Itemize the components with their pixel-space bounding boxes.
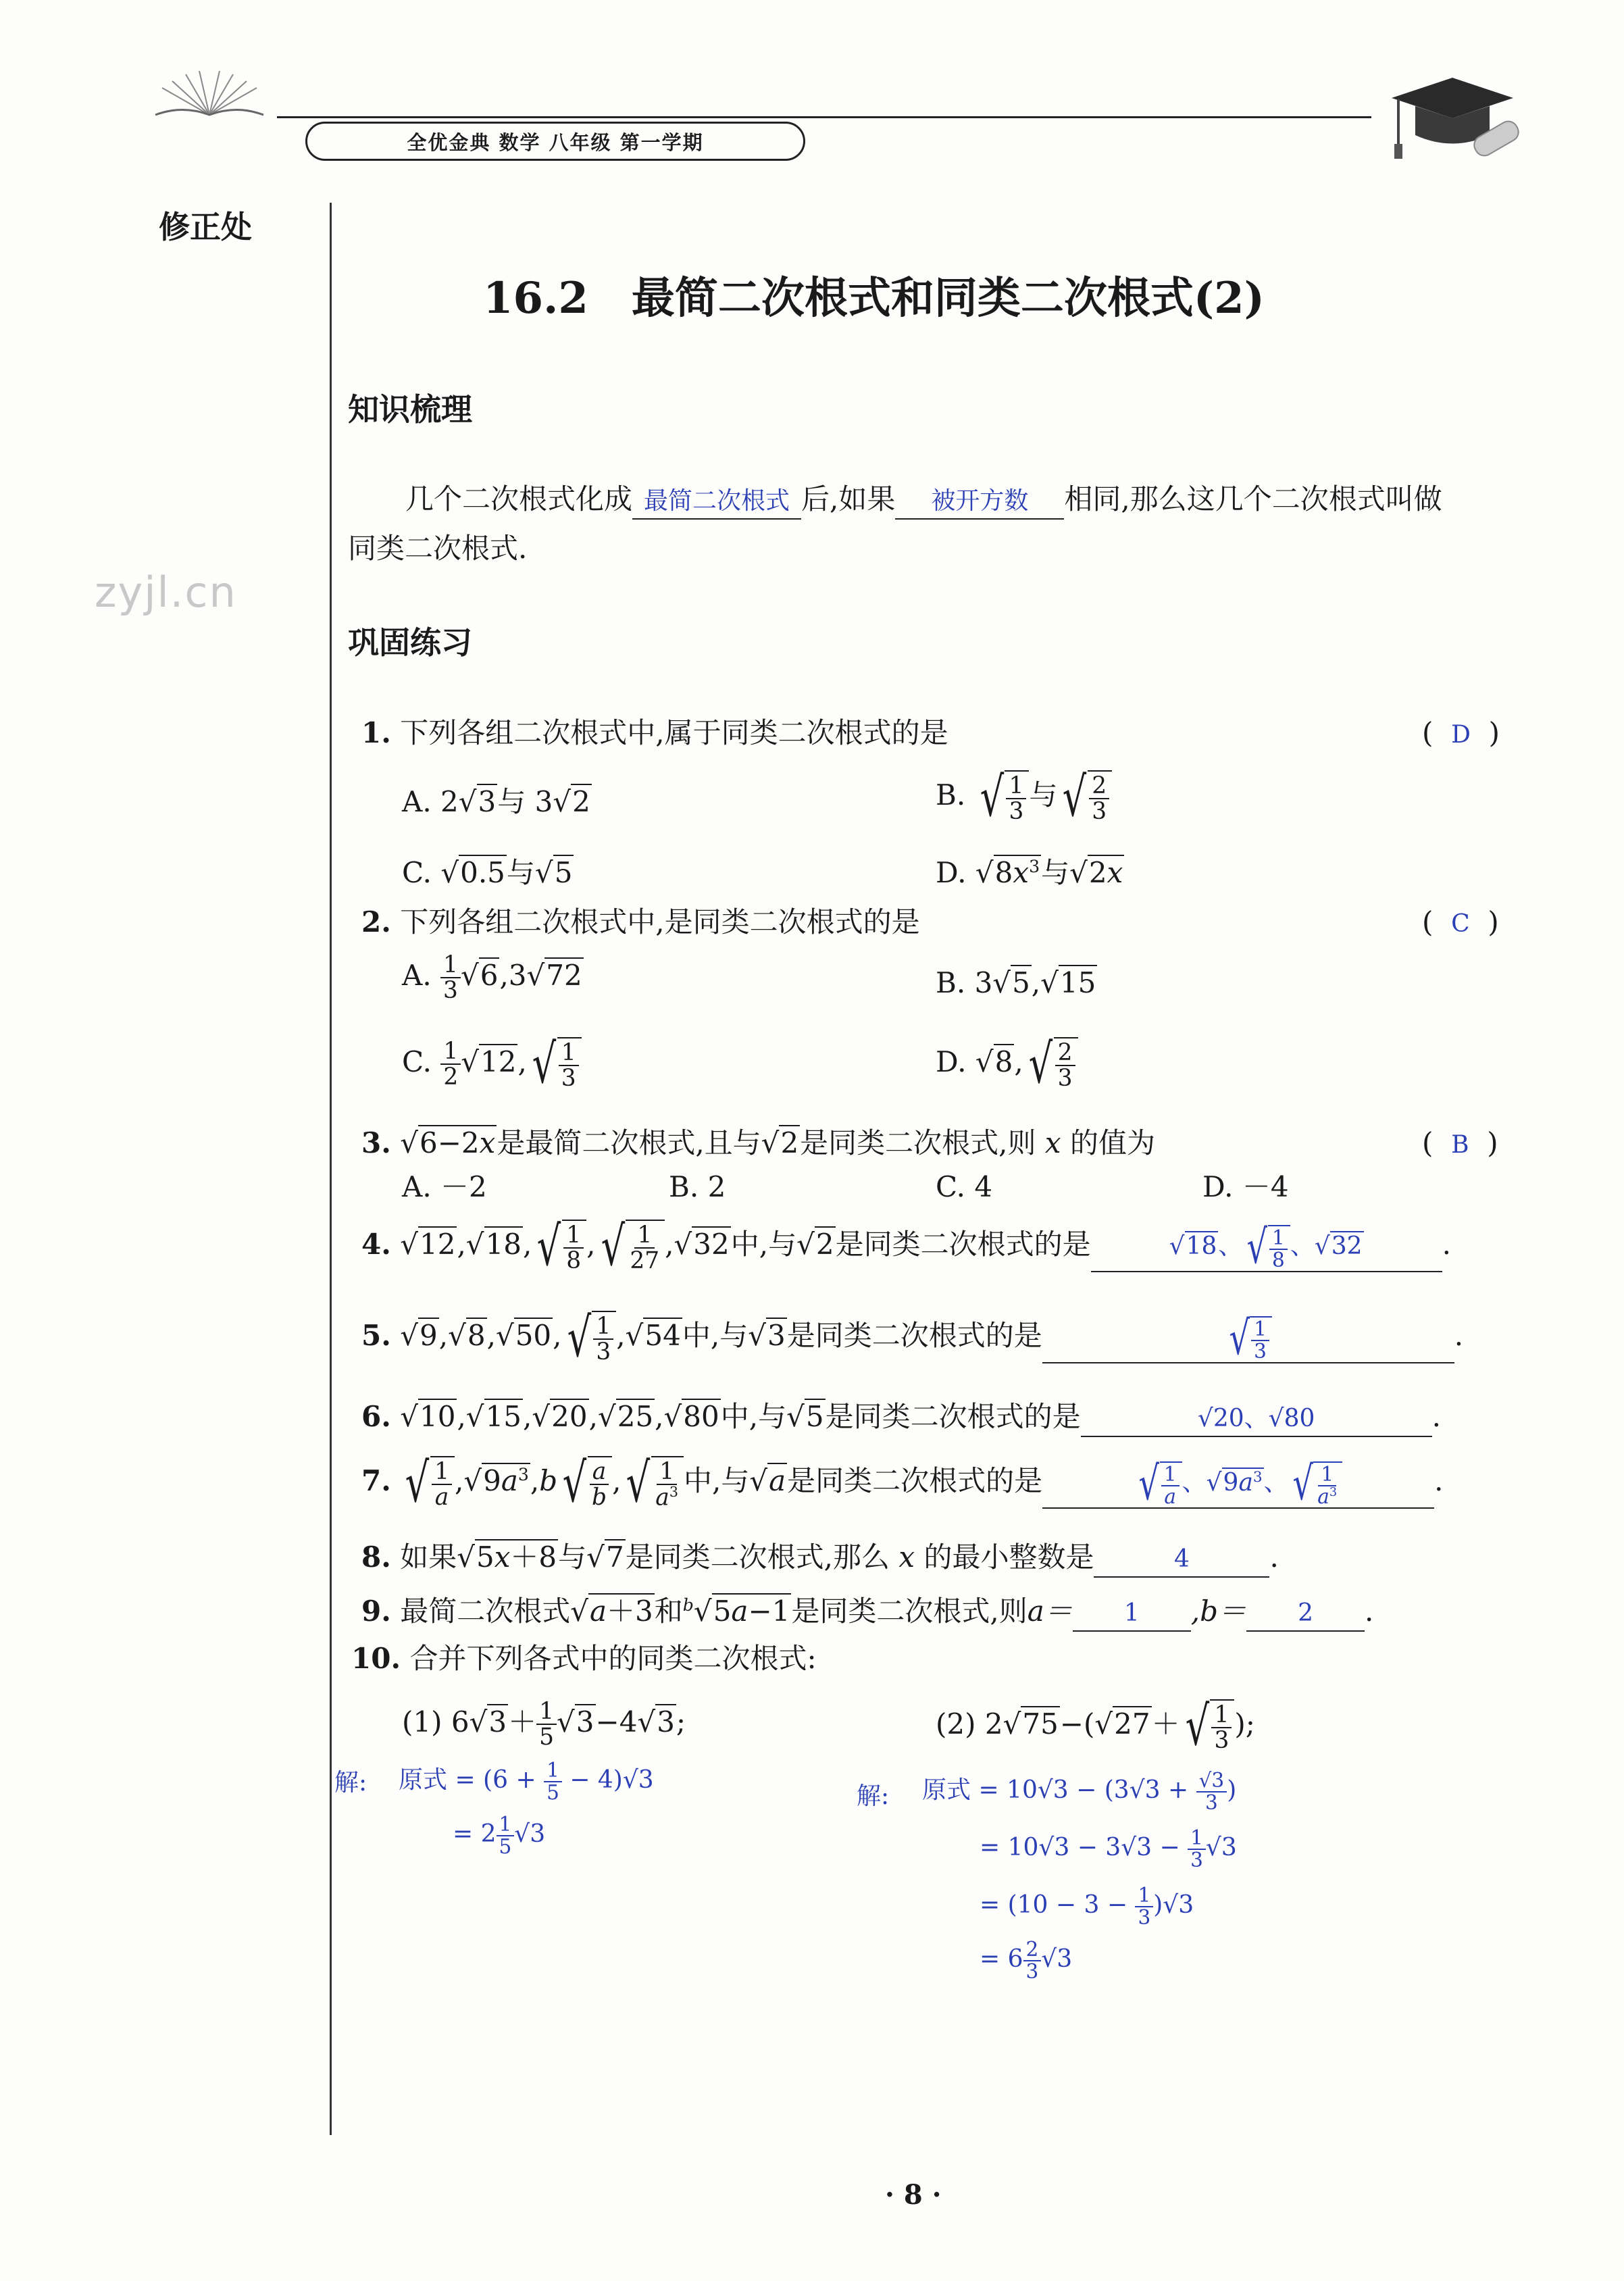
solution-text: = (10 − 3 − — [980, 1890, 1128, 1919]
question-stem: 是同类二次根式,则 — [800, 1126, 1036, 1159]
question-stem: 中,与 — [720, 1400, 787, 1433]
answer-1: 最简二次根式 — [644, 487, 790, 515]
q10-part-2: (2) 2√75−(√27＋ √ $\frac{1}{3}$ ); — [936, 1695, 1255, 1757]
page-number: · 8 · — [885, 2179, 942, 2211]
part-label: (1) — [402, 1705, 442, 1739]
question-10 — [351, 1640, 817, 1678]
answer-blank — [1042, 1311, 1454, 1365]
watermark: zyjl.cn — [95, 568, 237, 617]
answer-blank — [1042, 1457, 1434, 1511]
q3-option-b: B. 2 — [669, 1170, 726, 1203]
question-stem: 中,与 — [682, 1318, 748, 1352]
answer-blank — [1073, 1593, 1191, 1632]
variable-label: ,b＝ — [1190, 1595, 1247, 1628]
question-1 — [361, 715, 948, 752]
margin-rule — [330, 203, 332, 2135]
question-3-answer: B — [1451, 1131, 1469, 1159]
question-7: 7. √ $\frac{1}{a}$ $,√9a^3,b$ √ $\frac{a}{b}$ , √ $\frac{1}{a^3}$ 中,与√a是同类二次根式的是 √ $\frac{1}{a}$ 、$√9a^3$、 √ $\frac{1}{a^3}$ . — [361, 1451, 1444, 1514]
knowledge-text-3: 相同,那么这几个二次根式叫做 — [1064, 482, 1442, 516]
solution-1-line-2: = 2 $\frac{1}{5}$ √3 — [453, 1813, 546, 1858]
question-stem: 最简二次根式 — [400, 1595, 571, 1628]
book-title: 全优金典 数学 八年级 第一学期 — [305, 122, 805, 161]
solution-1-label: 解: — [334, 1769, 367, 1797]
question-1-answer-bracket: ( D ) — [1422, 716, 1500, 749]
question-8-answer: 4 — [1174, 1545, 1190, 1573]
question-number: 6. — [361, 1400, 391, 1433]
q3-option-c: C. 4 — [936, 1170, 993, 1203]
question-stem: 是同类二次根式的是 — [835, 1227, 1091, 1261]
knowledge-heading: 知识梳理 — [348, 391, 472, 428]
question-5: 5. √9,√8,√50, √ $\frac{1}{3}$ ,√54中,与√3是同类二次根式的是 √ $\frac{1}{3}$ . — [361, 1306, 1464, 1369]
question-number: 3. — [361, 1126, 391, 1159]
solution-text: − 4)√3 — [569, 1765, 654, 1794]
q2-option-c: C. $\frac{1}{2}$ √12, √ $\frac{1}{3}$ — [402, 1037, 582, 1091]
question-stem: 下列各组二次根式中,属于同类二次根式的是 — [400, 716, 948, 749]
variable: x — [1044, 1126, 1061, 1159]
solution-2-line-3: = (10 − 3 − $\frac{1}{3}$ )√3 — [980, 1884, 1194, 1929]
question-4: 4. √12,√18, √ $\frac{1}{8}$ , √ $\frac{1}{27}$ ,√32中,与√2是同类二次根式的是 √18、 √ $\frac{1}{8}$ 、√32 . — [361, 1215, 1451, 1278]
answer-blank — [1081, 1399, 1432, 1437]
question-2-answer: C — [1451, 910, 1470, 938]
question-3: 3. √6−2x是最简二次根式,且与√2是同类二次根式,则 x 的值为 — [361, 1126, 1155, 1159]
question-number: 9. — [361, 1595, 391, 1628]
solution-1-line-1: 原式 = (6 + $\frac{1}{5}$ − 4)√3 — [399, 1759, 654, 1804]
answer-2: 被开方数 — [931, 487, 1029, 515]
question-stem: 是同类二次根式,则 — [791, 1595, 1027, 1628]
solution-2-line-1: 原式 = 10√3 − (3√3 + $\frac{√3}{3}$ ) — [922, 1769, 1237, 1814]
knowledge-text-4: 同类二次根式. — [348, 532, 528, 565]
solution-text: 原式 = 10√3 − (3√3 + — [922, 1776, 1189, 1804]
q1-option-d: D. $√8x^3$与√2x — [936, 856, 1123, 889]
knowledge-text-2: 后,如果 — [801, 482, 896, 516]
answer-blank-1 — [632, 481, 801, 520]
q1-option-c: C. √0.5与√5 — [402, 856, 573, 889]
question-stem: 是最简二次根式,且与 — [497, 1126, 761, 1159]
q2-option-d: D. √8, √ $\frac{2}{3}$ — [936, 1037, 1078, 1091]
question-number: 2. — [361, 905, 391, 938]
question-stem: 下列各组二次根式中,是同类二次根式的是 — [400, 905, 920, 938]
question-9: 9. 最简二次根式√a＋3和$^b$√5a−1是同类二次根式,则a＝ 1 ,b＝ 2 . — [361, 1593, 1373, 1632]
question-8: 8. 如果√5x＋8与√7是同类二次根式,那么 x 的最小整数是 4 . — [361, 1539, 1279, 1578]
q1-option-a: A. 2√3与 3√2 — [402, 785, 590, 818]
solution-2-label: 解: — [857, 1782, 890, 1810]
question-stem: 合并下列各式中的同类二次根式: — [409, 1642, 817, 1675]
variable-label: a＝ — [1027, 1595, 1073, 1628]
question-5-answer: √ $\frac{1}{3}$ — [1225, 1324, 1272, 1351]
question-stem: 是同类二次根式的是 — [825, 1400, 1081, 1433]
question-4-answer: √18、 √ $\frac{1}{8}$ 、√32 — [1169, 1220, 1363, 1274]
knowledge-line-1 — [405, 481, 1442, 520]
answer-blank-2 — [895, 481, 1064, 520]
question-stem: 的最小整数是 — [923, 1540, 1094, 1574]
solution-2-line-2: = 10√3 − 3√3 − $\frac{1}{3}$ √3 — [980, 1826, 1237, 1872]
q3-option-d: D. －4 — [1202, 1170, 1289, 1203]
question-number: 7. — [361, 1463, 391, 1497]
solution-text: = 10√3 − 3√3 − — [980, 1833, 1180, 1861]
question-number: 4. — [361, 1227, 391, 1261]
question-stem: 和 — [654, 1595, 683, 1628]
book-logo — [149, 68, 270, 122]
question-stem: 是同类二次根式,那么 — [625, 1540, 890, 1574]
solution-text: )√3 — [1153, 1890, 1194, 1919]
question-number: 8. — [361, 1540, 391, 1574]
header-rule — [277, 116, 1371, 118]
knowledge-text-1: 几个二次根式化成 — [405, 482, 633, 516]
question-6: 6. √10,√15,√20,√25,√80中,与√5是同类二次根式的是 √20、√80 . — [361, 1399, 1441, 1437]
question-2 — [361, 904, 920, 941]
answer-blank — [1246, 1593, 1365, 1632]
margin-label: 修正处 — [159, 209, 252, 245]
graduation-cap-icon — [1378, 64, 1527, 172]
q10-part-1: (1) 6√3＋ $\frac{1}{5}$ √3−4√3; — [402, 1698, 686, 1751]
question-stem: 中,与 — [730, 1227, 797, 1261]
variable: x — [898, 1540, 915, 1574]
question-number: 1. — [361, 716, 391, 749]
question-stem: 是同类二次根式的是 — [786, 1318, 1042, 1352]
question-9-answer-b: 2 — [1298, 1599, 1313, 1627]
q1-option-b: B. √ $\frac{1}{3}$ 与 √ $\frac{2}{3}$ — [936, 770, 1112, 824]
question-3-answer-bracket: ( B ) — [1422, 1126, 1498, 1159]
solution-text: 原式 = (6 + — [399, 1765, 536, 1794]
question-stem: 的值为 — [1069, 1126, 1155, 1159]
practice-heading: 巩固练习 — [348, 624, 472, 661]
lesson-title: 16.2 最简二次根式和同类二次根式(2) — [483, 273, 1265, 324]
question-2-answer-bracket: ( C ) — [1422, 905, 1499, 938]
question-stem: 是同类二次根式的是 — [787, 1463, 1043, 1497]
question-number: 5. — [361, 1318, 391, 1352]
answer-blank — [1094, 1539, 1269, 1578]
question-7-answer: √ $\frac{1}{a}$ 、$√9a^3$、 √ $\frac{1}{a^3}$ — [1134, 1469, 1342, 1497]
question-9-answer-a: 1 — [1123, 1599, 1140, 1627]
answer-blank — [1091, 1220, 1442, 1274]
question-1-answer: D — [1451, 721, 1471, 749]
q2-option-a: A. $\frac{1}{3}$ √6,3√72 — [402, 951, 582, 1005]
part-label: (2) — [936, 1707, 976, 1740]
q2-option-b: B. 3√5,√15 — [936, 966, 1096, 999]
question-6-answer: √20、√80 — [1197, 1405, 1315, 1432]
solution-2-line-4: = 6 $\frac{2}{3}$ √3 — [980, 1938, 1073, 1983]
q3-option-a: A. －2 — [402, 1170, 487, 1203]
question-stem: 与 — [558, 1540, 587, 1574]
question-number: 10. — [351, 1642, 401, 1675]
question-stem: 如果 — [400, 1540, 457, 1574]
question-stem: 中,与 — [683, 1463, 750, 1497]
